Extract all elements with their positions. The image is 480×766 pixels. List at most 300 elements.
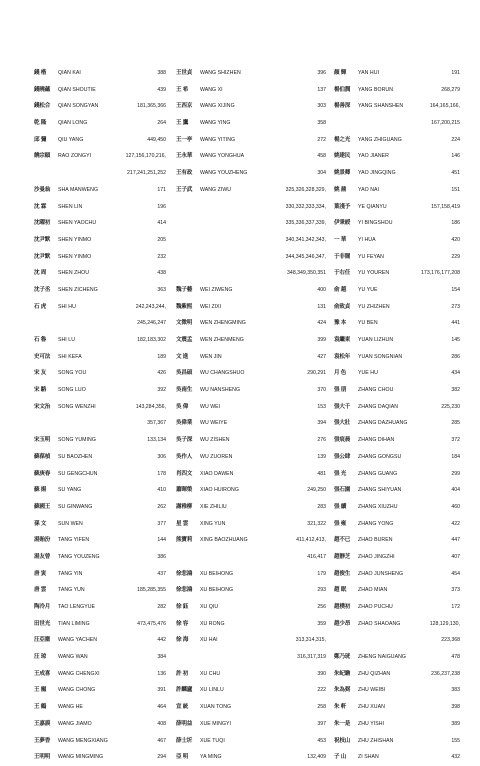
index-entry [176,382,326,399]
index-entry [334,666,460,683]
page-numbers: 154 [451,286,460,293]
page-numbers: 232 [157,253,166,260]
chinese-name: 沈 周 [34,270,47,277]
romanized-name: ZHU QIZHAN [358,670,391,677]
index-entry [34,265,166,282]
chinese-name: 子 山 [334,754,347,761]
index-entry [34,182,166,199]
index-entry [176,666,326,683]
romanized-name: WANG XIJING [200,103,235,110]
index-entry [334,82,460,99]
romanized-name: YU YUE [358,286,378,293]
chinese-name: 王子武 [176,186,193,193]
romanized-name: ZHU XUAN [358,704,385,711]
chinese-name: 王 鷹 [176,120,189,127]
index-entry [176,582,326,599]
index-entry [334,432,460,449]
index-entry [34,349,166,366]
romanized-name: QIU YANG [58,136,84,143]
index-entry [176,699,326,716]
index-entry [34,232,166,249]
romanized-name: YU ZHIZHEN [358,303,390,310]
index-entry [176,82,326,99]
index-entry [176,165,326,182]
index-column-2 [176,65,326,766]
index-entry [34,582,166,599]
chinese-name: 薛士圻 [176,737,193,744]
romanized-name: YANG ZHIGUANG [358,136,402,143]
chinese-name: 張宸晨 [334,437,351,444]
romanized-name: YA MING [200,754,222,761]
page-numbers: 304 [317,170,326,177]
index-entry [176,299,326,316]
index-entry [34,132,166,149]
chinese-name: 王 鶴 [34,704,47,711]
romanized-name: ZHAO PUCHU [358,604,393,610]
romanized-name: WU NANSHENG [200,387,241,394]
page-numbers: 441 [451,320,460,327]
chinese-name: 張大壯 [334,420,351,427]
romanized-name: WEN ZHENMENG [200,337,244,343]
chinese-name: 吳偉業 [176,420,193,427]
page-numbers: 185,285,355 [137,587,166,594]
chinese-name: 一 華 [334,236,347,243]
chinese-name: 許 初 [176,670,189,677]
index-entry [176,532,326,549]
chinese-name: 吳作人 [176,453,193,460]
chinese-name: 邱 彌 [34,136,47,143]
romanized-name: YUAN LIZHUN [358,337,394,343]
romanized-name: XUE TUQI [200,737,225,744]
index-entry [34,716,166,733]
index-entry [34,616,166,633]
index-entry [334,182,460,199]
chinese-name: 俞 越 [334,286,347,293]
romanized-name: SHEN YAOCHU [58,220,97,227]
page-numbers: 410 [157,487,166,494]
chinese-name: 亞 明 [176,754,189,761]
chinese-name: 文震孟 [176,337,193,343]
chinese-name: 汪 琼 [34,654,47,661]
romanized-name: SHI HU [58,303,76,310]
romanized-name: WANG ZIWU [200,186,232,193]
chinese-name: 宋玉明 [34,437,51,444]
chinese-name: 朱一是 [334,720,351,727]
romanized-name: SONG YOU [58,370,87,377]
chinese-name: 祝枝山 [334,737,351,744]
page-numbers: 143,284,356, [135,403,166,410]
romanized-name: ZHANG XIUZHU [358,503,398,510]
page-numbers: 179 [317,570,326,577]
index-entry [34,632,166,649]
romanized-name: SHEN ZICHENG [58,286,98,293]
romanized-name: WANG MENGXIANG [58,737,108,744]
page-numbers: 172 [451,604,460,610]
index-column-1 [34,65,166,766]
chinese-name: 沈 霖 [34,203,47,210]
romanized-name: XU BEIHONG [200,587,234,594]
chinese-name: 張石園 [334,487,351,494]
romanized-name: ZHAO JUNSHENG [358,570,404,577]
index-entry [334,582,460,599]
index-entry [34,365,166,382]
chinese-name: 張 續 [334,503,347,510]
chinese-name: 袁松年 [334,353,351,360]
page-numbers: 358 [317,120,326,127]
chinese-name: 王世貞 [176,70,193,76]
page-numbers: 458 [317,153,326,160]
romanized-name: YE QIANYU [358,203,387,210]
page-numbers: 438 [157,270,166,277]
chinese-name: 朱屺瞻 [334,670,351,677]
chinese-name: 趙樸初 [334,604,351,610]
romanized-name: WANG MINGMING [58,754,104,761]
romanized-name: SU BAOZHEN [58,453,93,460]
romanized-name: XU HAI [200,637,218,644]
page-numbers: 127,156,170,216, [125,153,166,160]
index-entry [34,249,166,266]
index-entry-continuation [176,265,326,282]
romanized-name: SHEN YINMO [58,253,92,260]
page-numbers: 136 [157,670,166,677]
romanized-name: YI HUA [358,236,376,243]
page-numbers: 245,246,247 [137,320,166,327]
index-entry-continuation [34,415,166,432]
chinese-name: 沈子丞 [34,286,51,293]
chinese-name: 王一亭 [176,136,193,143]
page-numbers: 303 [317,103,326,110]
page-numbers: 145 [451,337,460,343]
chinese-name: 王夢香 [34,737,51,744]
page-numbers: 389 [451,720,460,727]
romanized-name: WANG WAN [58,654,88,661]
chinese-name: 王 寵 [34,687,47,694]
index-entry [334,649,460,666]
index-entry [176,349,326,366]
chinese-name: 石 魯 [34,337,47,343]
chinese-name: 趙少昂 [334,620,351,627]
index-entry [176,632,326,649]
romanized-name: YU BEN [358,320,378,327]
index-entry [176,415,326,432]
romanized-name: YI BINGSHOU [358,220,393,227]
romanized-name: QIAN SHOUTIE [58,86,96,93]
index-entry [34,332,166,349]
index-entry [176,365,326,382]
index-entry [176,98,326,115]
index-entry [34,599,166,616]
index-entry [334,749,460,766]
page-numbers: 283 [317,503,326,510]
page-numbers: 439 [157,86,166,93]
romanized-name: ZHANG DAQIAN [358,403,399,410]
romanized-name: YAO NAI [358,186,380,193]
page-numbers: 293 [317,587,326,594]
page-numbers: 316,317,319 [297,654,326,661]
index-entry [176,733,326,750]
index-entry-continuation [176,199,326,216]
chinese-name: 徐悲鴻 [176,570,193,577]
romanized-name: WANG YOUZHENG [200,170,248,177]
romanized-name: XIAO HUIRONG [200,487,239,494]
romanized-name: WEN ZHENGMING [200,320,246,327]
chinese-name: 孫 文 [34,520,47,527]
page-numbers: 282 [157,604,166,610]
index-entry [176,282,326,299]
index-entry [176,432,326,449]
page-numbers: 262 [157,503,166,510]
romanized-name: WU ZUOREN [200,453,233,460]
page-numbers: 155 [451,737,460,744]
page-numbers: 189 [157,353,166,360]
index-entry [334,349,460,366]
chinese-name: 熊寶莉 [176,537,193,544]
index-entry [34,432,166,449]
chinese-name: 謝稚柳 [176,503,193,510]
index-entry [176,132,326,149]
index-entry [34,682,166,699]
chinese-name: 薛明益 [176,720,193,727]
romanized-name: SUN WEN [58,520,83,527]
romanized-name: XUAN TONG [200,704,232,711]
page-numbers: 299 [451,470,460,477]
index-entry [334,165,460,182]
chinese-name: 于右任 [334,270,351,277]
index-entry [334,215,460,232]
chinese-name: 湯友曾 [34,553,51,560]
romanized-name: WANG YONGHUA [200,153,245,160]
chinese-name: 蘇 揚 [34,487,47,494]
chinese-name: 乾 隆 [34,120,47,127]
index-entry-continuation [334,115,460,132]
index-entry [334,516,460,533]
chinese-name: 張 雍 [334,520,347,527]
chinese-name: 錢松合 [34,103,51,110]
page-numbers: 153 [317,403,326,410]
index-entry [34,199,166,216]
chinese-name: 王有政 [176,170,193,177]
index-entry-continuation [176,549,326,566]
chinese-name: 宋文治 [34,403,51,410]
chinese-name: 沈尹默 [34,236,51,243]
page-numbers: 447 [451,537,460,544]
romanized-name: WEI ZIWENG [200,286,233,293]
index-entry [34,666,166,683]
page-numbers: 473,475,476 [137,620,166,627]
romanized-name: WU CHANGSHUO [200,370,245,377]
chinese-name: 沈曜初 [34,220,51,227]
index-entry [176,315,326,332]
index-entry [176,716,326,733]
index-entry [334,232,460,249]
chinese-name: 沙曼翁 [34,186,51,193]
page-numbers: 481 [317,470,326,477]
page-numbers: 391 [157,687,166,694]
romanized-name: SU GINWANG [58,503,93,510]
romanized-name: TIAN LIMING [58,620,90,627]
index-entry [334,449,460,466]
chinese-name: 吳南生 [176,387,193,394]
page-numbers: 453 [317,737,326,744]
romanized-name: YUAN SONGNIAN [358,353,403,360]
index-entry [334,415,460,432]
index-entry [176,65,326,82]
page-numbers: 256 [317,604,326,610]
index-entry [334,382,460,399]
page-numbers: 217,241,251,252 [127,170,166,177]
index-entry [334,466,460,483]
chinese-name: 文徵明 [176,320,193,327]
index-entry [176,749,326,766]
index-entry-continuation [34,315,166,332]
romanized-name: QIAN SONGYAN [58,103,99,110]
chinese-name: 史可法 [34,353,51,360]
romanized-name: TAO LENGYUE [58,604,96,610]
index-entry [34,65,166,82]
index-entry [34,282,166,299]
romanized-name: YUE HU [358,370,378,377]
index-entry [34,148,166,165]
index-entry [334,365,460,382]
romanized-name: XU QIU [200,604,219,610]
page-numbers: 164,165,166, [429,103,460,110]
romanized-name: ZHAO JINGZHI [358,553,395,560]
chinese-name: 姚建民 [334,153,351,160]
chinese-name: 星 雲 [176,520,189,527]
index-entry-continuation [176,232,326,249]
chinese-name: 肖四文 [176,470,193,477]
page-numbers: 407 [451,553,460,560]
page-numbers: 290,291 [307,370,326,377]
chinese-name: 王嘉謨 [34,720,51,727]
page-numbers: 449,450 [147,136,166,143]
romanized-name: ZI SHAN [358,754,379,761]
chinese-name: 錢曉蘊 [34,86,51,93]
romanized-name: SHEN ZHOU [58,270,89,277]
index-entry [334,315,460,332]
romanized-name: ZHANG GUANG [358,470,398,477]
index-entry [176,616,326,633]
chinese-name: 陶冷月 [34,604,51,610]
index-entry-continuation [334,632,460,649]
page-numbers: 132,409 [307,754,326,761]
index-entry [176,182,326,199]
index-entry [176,115,326,132]
chinese-name: 魏紫熙 [176,303,193,310]
page-numbers: 223,368 [441,637,460,644]
romanized-name: ZHENG NAIGUANG [358,654,406,661]
romanized-name: ZHANG YONG [358,520,394,527]
chinese-name: 鄭乃珖 [334,654,351,661]
page-numbers: 157,158,419 [431,203,460,210]
page-numbers: 377 [157,520,166,527]
chinese-name: 張 光 [334,470,347,477]
index-entry [34,382,166,399]
page-numbers: 258 [317,704,326,711]
chinese-name: 趙 眠 [334,587,347,594]
romanized-name: WU WEIYE [200,420,228,427]
page-numbers: 427 [317,353,326,360]
chinese-name: 趙靜芝 [334,553,351,560]
romanized-name: YAO JINGQING [358,170,396,177]
page-numbers: 451 [451,170,460,177]
page-numbers: 432 [451,754,460,761]
page-numbers: 146 [451,153,460,160]
romanized-name: TANG YIFEN [58,537,90,544]
romanized-name: WANG YING [200,120,231,127]
page-numbers: 178 [157,470,166,477]
romanized-name: SONG YUMING [58,437,96,444]
romanized-name: XIAO DAWEN [200,470,234,477]
index-entry [334,299,460,316]
page-numbers: 236,237,238 [431,670,460,677]
page-numbers: 388 [157,70,166,76]
chinese-name: 錢 楷 [34,70,47,76]
page-numbers: 181,365,366 [137,103,166,110]
chinese-name: 宋 友 [34,370,47,377]
romanized-name: TANG YUN [58,587,85,594]
romanized-name: QIAN LONG [58,120,88,127]
index-entry [176,599,326,616]
page-numbers: 442 [157,637,166,644]
chinese-name: 趙俊生 [334,570,351,577]
romanized-name: ZHANG GONGSU [358,453,402,460]
page-numbers: 225,230 [441,403,460,410]
romanized-name: SHI KEFA [58,353,82,360]
page-numbers: 133,134 [147,437,166,444]
page-numbers: 196 [157,203,166,210]
index-entry [34,549,166,566]
index-entry [334,148,460,165]
page-numbers: 464 [157,704,166,711]
page-numbers: 460 [451,503,460,510]
romanized-name: RAO ZONGYI [58,153,92,160]
page-numbers: 390 [317,670,326,677]
chinese-name: 趙不已 [334,537,351,544]
chinese-name: 王 希 [176,86,189,93]
page-numbers: 434 [451,370,460,377]
page-numbers: 454 [451,570,460,577]
page-numbers: 325,326,328,329, [285,186,326,193]
page-numbers: 321,322 [307,520,326,527]
page-numbers: 268,279 [441,86,460,93]
page-numbers: 396 [317,70,326,76]
index-entry [34,98,166,115]
index-entry [176,499,326,516]
chinese-name: 宋 駱 [34,387,47,394]
page-numbers: 392 [157,387,166,394]
chinese-name: 吳昌碩 [176,370,193,377]
index-entry [334,249,460,266]
romanized-name: SONG WENZHI [58,403,96,410]
page-numbers: 420 [451,236,460,243]
romanized-name: WANG JIAMO [58,720,92,727]
chinese-name: 許麟廬 [176,687,193,694]
chinese-name: 于非闇 [334,253,351,260]
page-numbers: 370 [317,387,326,394]
page-numbers: 167,200,215 [431,120,460,127]
index-entry [176,682,326,699]
index-entry [334,682,460,699]
page-numbers: 359 [317,620,326,627]
page-numbers: 408 [157,720,166,727]
index-entry [334,549,460,566]
romanized-name: WEI ZIXI [200,303,222,310]
page-numbers: 273 [451,303,460,310]
page-numbers: 229 [451,253,460,260]
page-numbers: 182,183,302 [137,337,166,343]
romanized-name: WU WEI [200,403,221,410]
